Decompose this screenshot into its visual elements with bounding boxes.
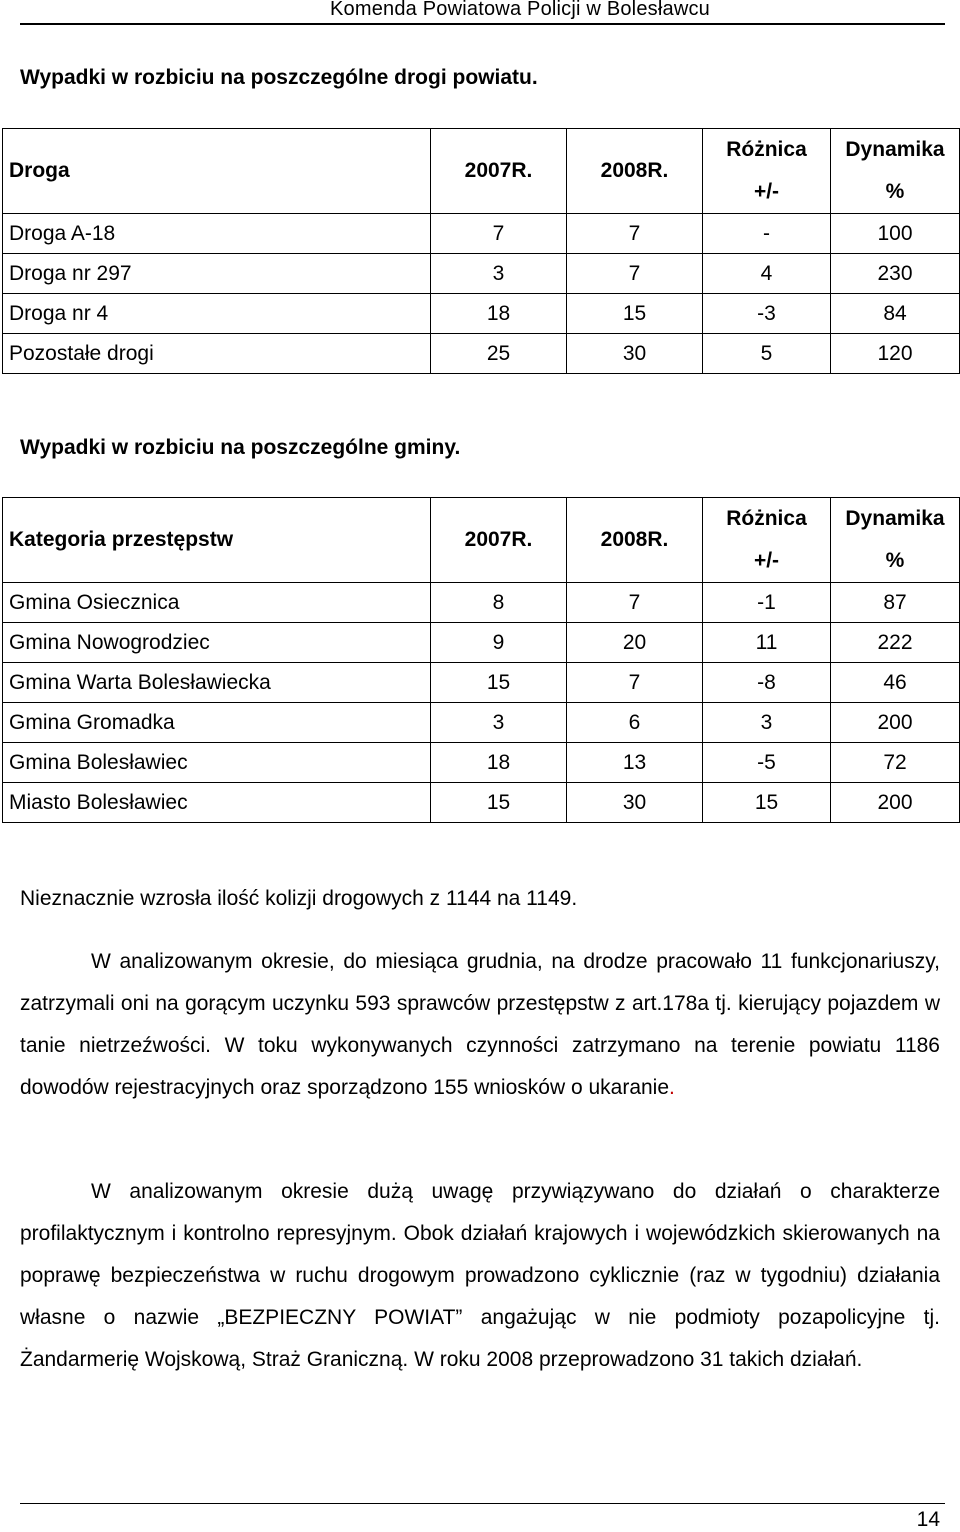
value-dynamics: 230 <box>831 254 960 294</box>
header-divider <box>20 23 945 25</box>
value-dynamics: 200 <box>831 703 960 743</box>
gminas-col-dynamika-unit: % <box>885 549 905 572</box>
value-2007: 3 <box>431 703 567 743</box>
table-row <box>3 583 960 623</box>
value-dynamics: 100 <box>831 214 960 254</box>
value-2007: 25 <box>431 334 567 374</box>
value-2008: 20 <box>567 623 703 663</box>
value-2008: 6 <box>567 703 703 743</box>
roads-col-roznica-label: Różnica <box>726 138 807 161</box>
gminas-col-roznica-sign: +/- <box>753 549 780 572</box>
value-difference: 15 <box>703 783 831 823</box>
value-difference: -5 <box>703 743 831 783</box>
table-row <box>3 703 960 743</box>
value-2008: 7 <box>567 583 703 623</box>
running-header-title: Komenda Powiatowa Policji w Bolesławcu <box>329 0 710 20</box>
paragraph-collisions: Nieznacznie wzrosła ilość kolizji drogowych z 1144 na 1149. <box>20 887 578 910</box>
table-row <box>3 623 960 663</box>
table-row <box>3 743 960 783</box>
value-2007: 9 <box>431 623 567 663</box>
table-row <box>3 294 960 334</box>
gminas-col-2007: 2007R. <box>431 498 567 583</box>
roads-col-dynamika <box>831 129 960 214</box>
value-2007: 7 <box>431 214 567 254</box>
value-2008: 7 <box>567 254 703 294</box>
roads-col-2007: 2007R. <box>431 129 567 214</box>
gminas-section-title: Wypadki w rozbiciu na poszczególne gminy. <box>20 436 461 459</box>
value-dynamics: 200 <box>831 783 960 823</box>
paragraph-drunk-drivers-text: W analizowanym okresie, do miesiąca grudnia, na drodze pracowało 11 funkcjonariuszy, zatrzymali oni na gorącym uczynku 593 sprawców przestępstw z art.178a tj. kierujący pojazdem w tanie nietrzeźwości. W toku wykonywanych czynności zatrzymano na terenie powiatu 1186 dowodów rejestracyjnych oraz sporządzono 155 wniosków o ukaranie <box>20 950 940 1099</box>
paragraph-drunk-drivers-end: . <box>669 1076 675 1099</box>
gminas-table <box>2 497 960 823</box>
roads-col-2008: 2008R. <box>567 129 703 214</box>
road-name: Droga nr 297 <box>3 254 431 294</box>
value-dynamics: 72 <box>831 743 960 783</box>
value-dynamics: 84 <box>831 294 960 334</box>
value-difference: -1 <box>703 583 831 623</box>
value-difference: - <box>703 214 831 254</box>
gminas-col-2008: 2008R. <box>567 498 703 583</box>
gminas-col-dynamika-label: Dynamika <box>845 507 945 530</box>
gmina-name: Gmina Osiecznica <box>3 583 431 623</box>
value-2008: 30 <box>567 334 703 374</box>
gmina-name: Miasto Bolesławiec <box>3 783 431 823</box>
roads-table <box>2 128 960 374</box>
paragraph-drunk-drivers <box>20 941 940 1109</box>
table-row <box>3 334 960 374</box>
table-row <box>3 214 960 254</box>
roads-col-droga: Droga <box>3 129 431 214</box>
value-difference: 3 <box>703 703 831 743</box>
roads-section-title: Wypadki w rozbiciu na poszczególne drogi powiatu. <box>20 66 538 89</box>
roads-table-header <box>3 129 960 214</box>
value-2007: 15 <box>431 783 567 823</box>
gminas-col-kategoria: Kategoria przestępstw <box>3 498 431 583</box>
value-difference: -3 <box>703 294 831 334</box>
value-dynamics: 120 <box>831 334 960 374</box>
value-difference: 11 <box>703 623 831 663</box>
road-name: Droga nr 4 <box>3 294 431 334</box>
gmina-name: Gmina Warta Bolesławiecka <box>3 663 431 703</box>
gmina-name: Gmina Nowogrodziec <box>3 623 431 663</box>
gminas-col-dynamika <box>831 498 960 583</box>
value-2008: 7 <box>567 214 703 254</box>
value-2007: 15 <box>431 663 567 703</box>
value-2007: 18 <box>431 743 567 783</box>
gminas-col-roznica <box>703 498 831 583</box>
value-2008: 15 <box>567 294 703 334</box>
value-2007: 18 <box>431 294 567 334</box>
value-2008: 30 <box>567 783 703 823</box>
value-dynamics: 46 <box>831 663 960 703</box>
table-row <box>3 663 960 703</box>
value-difference: -8 <box>703 663 831 703</box>
gmina-name: Gmina Bolesławiec <box>3 743 431 783</box>
roads-col-roznica <box>703 129 831 214</box>
value-dynamics: 87 <box>831 583 960 623</box>
gmina-name: Gmina Gromadka <box>3 703 431 743</box>
table-row <box>3 783 960 823</box>
table-row <box>3 254 960 294</box>
page-number: 14 <box>916 1508 940 1531</box>
value-2008: 7 <box>567 663 703 703</box>
gminas-col-roznica-label: Różnica <box>726 507 807 530</box>
road-name: Droga A-18 <box>3 214 431 254</box>
road-name: Pozostałe drogi <box>3 334 431 374</box>
value-2007: 8 <box>431 583 567 623</box>
roads-col-dynamika-label: Dynamika <box>845 138 945 161</box>
roads-col-roznica-sign: +/- <box>753 180 780 203</box>
roads-col-dynamika-unit: % <box>885 180 905 203</box>
footer-divider <box>20 1503 945 1504</box>
paragraph-prevention: W analizowanym okresie dużą uwagę przywiązywano do działań o charakterze profilaktycznym i kontrolno represyjnym. Obok działań krajowych i wojewódzkich skierowanych na poprawę bezpieczeństwa w ruchu drogowym prowadzono cyklicznie (raz w tygodniu) działania własne o nazwie „BEZPIECZNY POWIAT” angażując w nie podmioty pozapolicyjne tj. Żandarmerię Wojskową, Straż Graniczną. W roku 2008 przeprowadzono 31 takich działań. <box>20 1180 940 1371</box>
value-difference: 5 <box>703 334 831 374</box>
value-difference: 4 <box>703 254 831 294</box>
value-dynamics: 222 <box>831 623 960 663</box>
running-header <box>0 0 960 20</box>
value-2008: 13 <box>567 743 703 783</box>
value-2007: 3 <box>431 254 567 294</box>
gminas-table-header <box>3 498 960 583</box>
